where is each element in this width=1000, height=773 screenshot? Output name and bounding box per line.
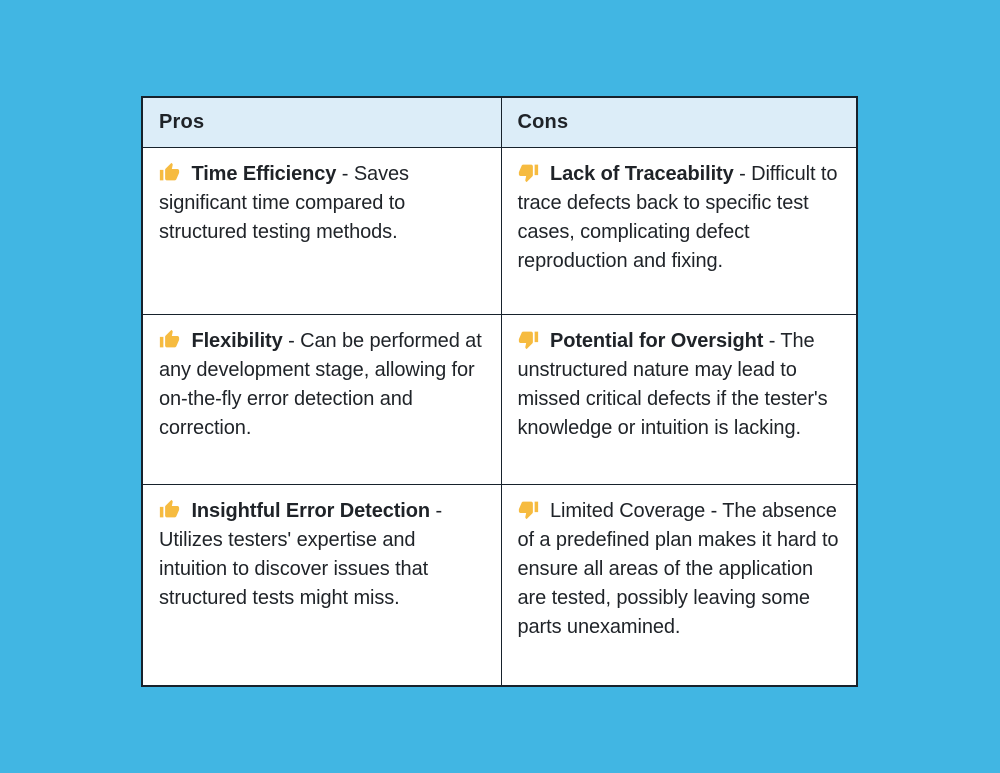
con-title: Potential for Oversight — [549, 329, 764, 352]
cell-cons-limited-coverage — [501, 484, 857, 686]
header-cell-cons: Cons — [501, 97, 857, 147]
pro-text: - Can be performed at any development stage, allowing for on-the-fly error detection and correction. — [159, 329, 482, 439]
pro-title: Flexibility — [191, 329, 283, 352]
con-title: Lack of Traceability — [549, 162, 734, 185]
thumbs-up-icon — [159, 329, 180, 350]
con-text: - Difficult to trace defects back to specific test cases, complicating defect reproduction and fixing. — [517, 162, 838, 272]
con-text: - The unstructured nature may lead to missed critical defects if the tester's knowledge or intuition is lacking. — [517, 329, 828, 439]
thumbs-up-icon — [159, 499, 180, 520]
con-text: - The absence of a predefined plan makes it hard to ensure all areas of the application are tested, possibly leaving some parts unexamined. — [517, 499, 839, 638]
table-row — [142, 314, 857, 484]
thumbs-down-icon — [518, 162, 539, 183]
thumbs-down-icon — [518, 499, 539, 520]
pro-title: Insightful Error Detection — [191, 499, 430, 522]
header-cell-pros: Pros — [142, 97, 501, 147]
table-header-row — [142, 97, 857, 147]
cell-cons-lack-of-traceability — [501, 147, 857, 314]
pro-title: Time Efficiency — [191, 162, 337, 185]
thumbs-up-icon — [159, 162, 180, 183]
cell-pros-time-efficiency — [142, 147, 501, 314]
table-row — [142, 147, 857, 314]
con-title: Limited Coverage — [549, 499, 706, 522]
cell-pros-flexibility — [142, 314, 501, 484]
pro-text: - Utilizes testers' expertise and intuition to discover issues that structured tests might miss. — [159, 499, 443, 609]
cell-pros-insightful-error-detection — [142, 484, 501, 686]
table-row — [142, 484, 857, 686]
pro-text: - Saves significant time compared to structured testing methods. — [159, 162, 409, 243]
thumbs-down-icon — [518, 329, 539, 350]
pros-cons-table — [141, 96, 858, 687]
cell-cons-potential-for-oversight — [501, 314, 857, 484]
